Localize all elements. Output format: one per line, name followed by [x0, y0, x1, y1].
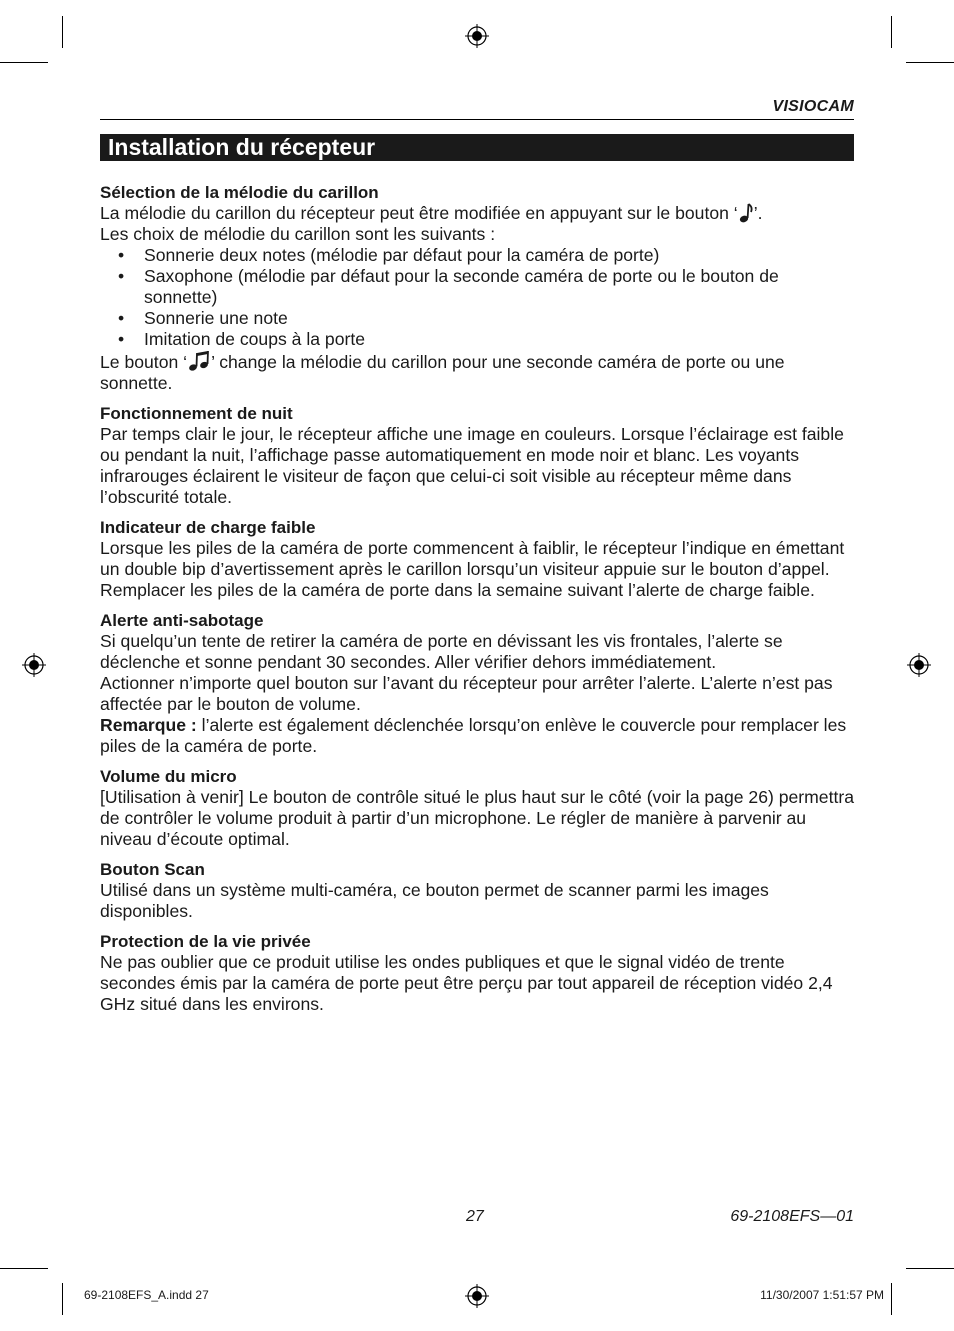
paragraph: Les choix de mélodie du carillon sont les suivants : — [100, 224, 496, 244]
registration-mark-icon — [907, 653, 931, 677]
page-number: 27 — [466, 1208, 484, 1225]
chime-options-list — [100, 245, 854, 350]
double-music-note-icon — [188, 350, 210, 372]
list-item: • Sonnerie une note — [100, 308, 854, 329]
section-heading: Protection de la vie privée — [100, 932, 311, 951]
paragraph: Si quelqu’un tente de retirer la caméra de porte en dévissant les vis frontales, l’alerte se déclenche et sonne pendant 30 secondes. Aller vérifier dehors immédiatement. — [100, 631, 783, 672]
section-privacy — [100, 931, 854, 1015]
section-heading: Bouton Scan — [100, 860, 205, 879]
section-battery — [100, 517, 854, 601]
note-label: Remarque : — [100, 715, 197, 735]
registration-mark-icon — [22, 653, 46, 677]
crop-mark — [0, 62, 48, 63]
crop-mark — [906, 1268, 954, 1269]
slug-timestamp: 11/30/2007 1:51:57 PM — [760, 1288, 884, 1302]
section-heading: Sélection de la mélodie du carillon — [100, 183, 379, 202]
note-paragraph — [100, 715, 854, 757]
header-divider — [100, 119, 854, 120]
paragraph: Ne pas oublier que ce produit utilise les ondes publiques et que le signal vidéo de trente secondes émis par la caméra de porte peut être perçu par tout appareil de réception vidéo 2,4 GHz situé dans les environs. — [100, 952, 833, 1014]
registration-mark-icon — [465, 24, 489, 48]
note-text: l’alerte est également déclenchée lorsqu’on enlève le couvercle pour remplacer les piles de la caméra de porte. — [100, 715, 847, 756]
paragraph: [Utilisation à venir] Le bouton de contrôle situé le plus haut sur le côté (voir la page 26) permettra de contrôler le volume produit à partir d’un microphone. Le régler de manière à parvenir au niveau d’écoute optimal. — [100, 787, 855, 849]
section-heading: Alerte anti-sabotage — [100, 611, 264, 630]
paragraph: Le bouton ‘ ’ change la mélodie du carillon pour une seconde caméra de porte ou une sonnette. — [100, 352, 785, 393]
crop-mark — [0, 1268, 48, 1269]
document-code: 69-2108EFS—01 — [730, 1208, 854, 1225]
crop-mark — [62, 1283, 63, 1315]
section-tamper — [100, 610, 854, 757]
single-music-note-icon — [739, 203, 753, 223]
section-heading: Fonctionnement de nuit — [100, 404, 293, 423]
section-heading: Indicateur de charge faible — [100, 518, 316, 537]
list-item: • Sonnerie deux notes (mélodie par défaut pour la caméra de porte) — [100, 245, 854, 266]
page-title: Installation du récepteur — [100, 134, 854, 161]
paragraph: Utilisé dans un système multi-caméra, ce bouton permet de scanner parmi les images disponibles. — [100, 880, 769, 921]
crop-mark — [62, 16, 63, 48]
registration-mark-icon — [465, 1284, 489, 1308]
list-item: • Saxophone (mélodie par défaut pour la seconde caméra de porte ou le bouton de sonnette) — [100, 266, 854, 308]
crop-mark — [891, 16, 892, 48]
main-content — [100, 182, 854, 1015]
section-mic — [100, 766, 854, 850]
paragraph: La mélodie du carillon du récepteur peut être modifiée en appuyant sur le bouton ‘ ’. — [100, 203, 763, 223]
crop-mark — [891, 1283, 892, 1315]
paragraph: Lorsque les piles de la caméra de porte commencent à faiblir, le récepteur l’indique en émettant un double bip d’avertissement après le carillon lorsqu’un visiteur appuie sur le bouton d’appel. Remplacer les piles de la caméra de porte dans la semaine suivant l’alerte de charge faible. — [100, 538, 845, 600]
crop-mark — [906, 62, 954, 63]
header-brand: VISIOCAM — [772, 98, 854, 115]
section-heading: Volume du micro — [100, 767, 237, 786]
slug-filename: 69-2108EFS_A.indd 27 — [84, 1288, 209, 1302]
section-scan — [100, 859, 854, 922]
paragraph: Actionner n’importe quel bouton sur l’avant du récepteur pour arrêter l’alerte. L’alerte n’est pas affectée par le bouton de volume. — [100, 673, 833, 714]
section-chime — [100, 182, 854, 394]
section-night — [100, 403, 854, 508]
paragraph: Par temps clair le jour, le récepteur affiche une image en couleurs. Lorsque l’éclairage est faible ou pendant la nuit, l’affichage passe automatiquement en mode noir et blanc. Les voyants infrarouges éclairent le visiteur de façon que celui-ci soit visible au récepteur même dans l’obscurité totale. — [100, 424, 844, 507]
list-item: • Imitation de coups à la porte — [100, 329, 854, 350]
